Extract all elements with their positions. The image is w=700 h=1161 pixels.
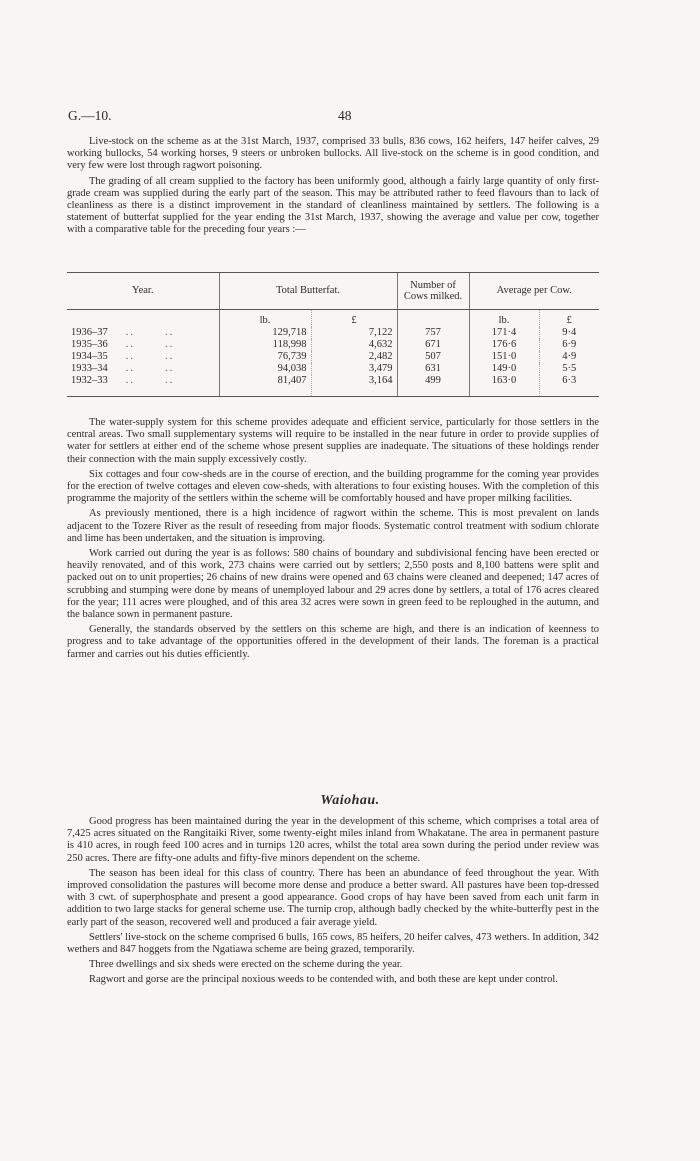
header-year: Year. <box>67 273 219 310</box>
unit-lb: lb. <box>469 310 539 328</box>
year-cell: 1935–36 <box>71 339 108 351</box>
butterfat-value-cell: 7,122 <box>311 327 397 339</box>
avg-value-cell: 6·3 <box>539 375 599 397</box>
paragraph: Settlers' live-stock on the scheme comprised 6 bulls, 165 cows, 85 heifers, 20 heifer calves, 473 wethers. In addition, 342 wethers and 847 hoggets from the Ngatiawa scheme are being grazed, temporarily. <box>67 931 599 956</box>
paragraph: Good progress has been maintained during the year in the development of this scheme, which comprises a total area of 7,425 acres situated on the Rangitaiki River, some twenty-eight miles inland from Whakatane. The area in permanent pasture is 410 acres, in rough feed 100 acres and in turnips 120 acres, whilst the total area sown during the period under review was 250 acres. There are fifty-one adults and fifty-five minors dependent on the scheme. <box>67 816 599 864</box>
cows-cell: 671 <box>397 339 469 351</box>
butterfat-value-cell: 4,632 <box>311 339 397 351</box>
waiohau-section <box>67 816 599 990</box>
avg-value-cell: 4·9 <box>539 351 599 363</box>
butterfat-value-cell: 3,164 <box>311 375 397 397</box>
butterfat-table <box>67 272 599 397</box>
paragraph: The season has been ideal for this class of country. There has been an abundance of feed throughout the year. With improved consolidation the pastures will become more dense and produce a better sward. All pastures have been top-dressed with 3 cwt. of superphosphate and present a good appearance. Good crops of hay have been saved from each unit farm in addition to two large stacks for general scheme use. The turnip crop, although badly checked by the white-butterfly pest in the early part of the season, recovered well and produced a fair average yield. <box>67 867 599 928</box>
avg-lb-cell: 151·0 <box>469 351 539 363</box>
butterfat-lb-cell: 76,739 <box>219 351 311 363</box>
paragraph: Work carried out during the year is as follows: 580 chains of boundary and subdivisional fencing have been erected or heavily renovated, and of this work, 273 chains were carried out by settlers; 2,550 posts and 8,100 battens were split and packed out on to unit properties; 26 chains of new drains were opened and 63 chains were cleaned and deepened; 147 acres of scrubbing and stumping were done by means of unemployed labour and 29 acres done by settlers, a total of 176 acres cleared for the year; 111 acres were ploughed, and of this area 32 acres were sown in green feed to be reploughed in the autumn, and the balance sown in permanent pasture. <box>67 548 599 621</box>
year-cell: 1932–33 <box>71 375 108 387</box>
unit-pound: £ <box>311 310 397 328</box>
avg-value-cell: 6·9 <box>539 339 599 351</box>
butterfat-lb-cell: 94,038 <box>219 363 311 375</box>
paragraph: Live-stock on the scheme as at the 31st March, 1937, comprised 33 bulls, 836 cows, 162 heifers, 147 heifer calves, 29 working bullocks, 54 working horses, 9 steers or unbroken bullocks. All live-stock on the scheme is in good condition, and very few were lost through ragwort poisoning. <box>67 136 599 172</box>
butterfat-lb-cell: 118,998 <box>219 339 311 351</box>
table-row: 1932–33 .. .. 81,407 3,164 499 163·0 6·3 <box>67 375 599 397</box>
butterfat-value-cell: 3,479 <box>311 363 397 375</box>
avg-value-cell: 5·5 <box>539 363 599 375</box>
development-section <box>67 417 599 664</box>
paragraph: The water-supply system for this scheme provides adequate and efficient service, particularly for those settlers in the central areas. Two small supplementary systems will require to be installed in the near future in order to provide supplies of water for settlers at either end of the scheme whose present supplies are inadequate. The situations of these holdings render their connection with the main supply excessively costly. <box>67 417 599 465</box>
header-cows-milked: Number of Cows milked. <box>397 273 469 310</box>
livestock-section <box>67 136 599 240</box>
document-reference: G.—10. <box>68 108 112 123</box>
paragraph: Three dwellings and six sheds were erected on the scheme during the year. <box>89 959 403 971</box>
paragraph: Six cottages and four cow-sheds are in the course of erection, and the building programme for the coming year provides for the erection of twelve cottages and eleven cow-sheds, with alterations to four existing houses. With the completion of this programme the majority of the settlers within the scheme will be comfortably housed and have proper milking facilities. <box>67 468 599 505</box>
butterfat-value-cell: 2,482 <box>311 351 397 363</box>
year-cell: 1934–35 <box>71 351 108 363</box>
avg-lb-cell: 171·4 <box>469 327 539 339</box>
table-row: 1933–34 .. .. 94,038 3,479 631 149·0 5·5 <box>67 363 599 375</box>
avg-lb-cell: 176·6 <box>469 339 539 351</box>
avg-value-cell: 9·4 <box>539 327 599 339</box>
year-cell: 1933–34 <box>71 363 108 375</box>
butterfat-lb-cell: 81,407 <box>219 375 311 397</box>
cows-cell: 499 <box>397 375 469 397</box>
header-total-butterfat: Total Butterfat. <box>219 273 397 310</box>
table-row: 1934–35 .. .. 76,739 2,482 507 151·0 4·9 <box>67 351 599 363</box>
table-row: 1936–37 .. .. 129,718 7,122 757 171·4 9·4 <box>67 327 599 339</box>
paragraph: The grading of all cream supplied to the factory has been uniformly good, although a fairly large quantity of only first-grade cream was supplied during the early part of the season. This may be attributed rather to feed flavours than to lack of cleanliness as there is a distinct improvement in the standard of cleanliness maintained by settlers. The following is a statement of butterfat supplied for the year ending the 31st March, 1937, showing the average and value per cow, together with a comparative table for the preceding four years :— <box>67 175 599 236</box>
paragraph: As previously mentioned, there is a high incidence of ragwort within the scheme. This is most prevalent on lands adjacent to the Tozere River as the result of reseeding from major floods. Systematic control treatment with sodium chlorate and lime has been undertaken, and the situation is improving. <box>67 508 599 544</box>
paragraph: Ragwort and gorse are the principal noxious weeds to be contended with, and both these are kept under control. <box>89 974 558 986</box>
units-row <box>67 310 599 328</box>
avg-lb-cell: 163·0 <box>469 375 539 397</box>
cows-cell: 507 <box>397 351 469 363</box>
year-cell: 1936–37 <box>71 327 108 339</box>
header-average-per-cow: Average per Cow. <box>469 273 599 310</box>
section-heading: Waiohau. <box>320 793 380 808</box>
cows-cell: 757 <box>397 327 469 339</box>
unit-pound: £ <box>539 310 599 328</box>
butterfat-lb-cell: 129,718 <box>219 327 311 339</box>
page-number: 48 <box>338 108 352 123</box>
table-row: 1935–36 .. .. 118,998 4,632 671 176·6 6·9 <box>67 339 599 351</box>
avg-lb-cell: 149·0 <box>469 363 539 375</box>
cows-cell: 631 <box>397 363 469 375</box>
paragraph: Generally, the standards observed by the settlers on this scheme are high, and there is an indication of keenness to progress and to take advantage of the opportunities offered in the development of their lands. The foreman is a practical farmer and carries out his duties efficiently. <box>67 624 599 660</box>
unit-lb: lb. <box>219 310 311 328</box>
